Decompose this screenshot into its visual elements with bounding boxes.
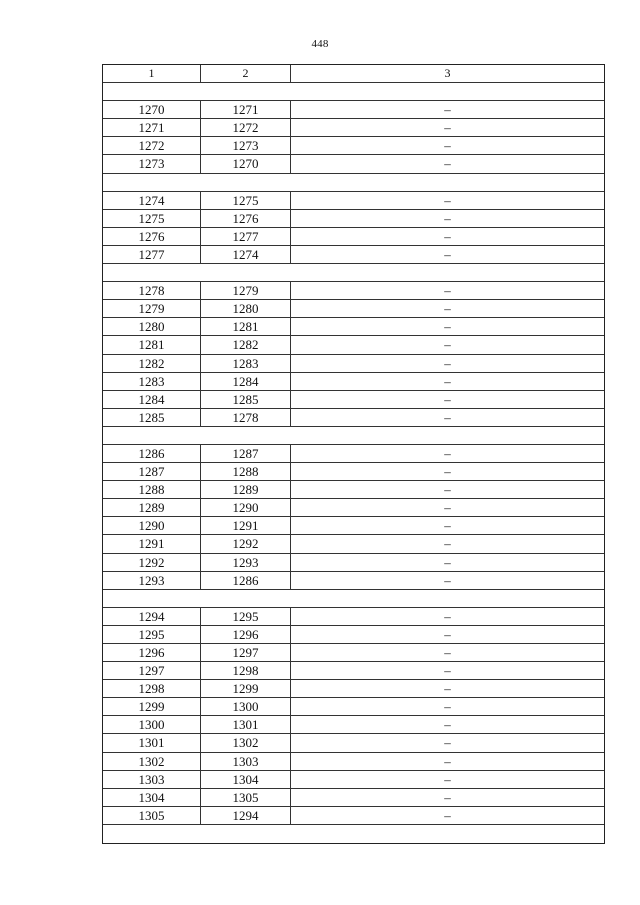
table-cell-col-1: 1288 xyxy=(103,481,201,498)
table-cell-col-2: 1279 xyxy=(201,282,291,299)
table-row xyxy=(103,155,604,173)
table-cell-col-3: – xyxy=(444,572,451,588)
group-separator-row xyxy=(103,83,604,101)
table-cell-col-1: 1296 xyxy=(103,644,201,661)
table-row xyxy=(103,137,604,155)
table-row xyxy=(103,246,604,264)
table-cell-col-3: – xyxy=(444,120,451,136)
table-cell-col-3: – xyxy=(444,246,451,262)
table-cell-col-2: 1284 xyxy=(201,373,291,390)
table-header-row xyxy=(103,65,604,83)
table-cell-col-2: 1285 xyxy=(201,391,291,408)
table-cell-col-2: 1283 xyxy=(201,355,291,372)
table-cell-col-3: – xyxy=(444,735,451,751)
table-cell-col-3: – xyxy=(444,228,451,244)
table-row xyxy=(103,698,604,716)
table-cell-col-2: 1277 xyxy=(201,228,291,245)
table-cell-col-2: 1299 xyxy=(201,680,291,697)
table-cell-col-3: – xyxy=(444,210,451,226)
table-cell-col-1: 1301 xyxy=(103,734,201,751)
table-row xyxy=(103,101,604,119)
table-cell-col-2: 1274 xyxy=(201,246,291,263)
table-cell-col-3: – xyxy=(444,626,451,642)
table-row xyxy=(103,391,604,409)
column-header-3: 3 xyxy=(444,66,451,80)
page-number: 448 xyxy=(311,38,329,50)
table-row xyxy=(103,499,604,517)
table-cell-col-2: 1300 xyxy=(201,698,291,715)
table-cell-col-3: – xyxy=(444,771,451,787)
table-cell-col-2: 1292 xyxy=(201,535,291,552)
table-cell-col-2: 1281 xyxy=(201,318,291,335)
table-row xyxy=(103,517,604,535)
table-cell-col-1: 1305 xyxy=(103,807,201,824)
column-header-1: 1 xyxy=(103,65,201,82)
table-row xyxy=(103,734,604,752)
table-cell-col-2: 1276 xyxy=(201,210,291,227)
table-cell-col-2: 1293 xyxy=(201,554,291,571)
table-cell-col-3: – xyxy=(444,536,451,552)
group-separator-cell xyxy=(103,264,604,281)
table-row xyxy=(103,409,604,427)
table-row xyxy=(103,626,604,644)
table-cell-col-2: 1304 xyxy=(201,771,291,788)
table-cell-col-1: 1300 xyxy=(103,716,201,733)
table-row xyxy=(103,300,604,318)
table-cell-col-3: – xyxy=(444,373,451,389)
table-cell-col-2: 1298 xyxy=(201,662,291,679)
table-cell-col-3: – xyxy=(444,301,451,317)
group-separator-cell xyxy=(103,590,604,607)
table-cell-col-2: 1270 xyxy=(201,155,291,172)
table-row xyxy=(103,355,604,373)
group-separator-cell xyxy=(103,83,604,100)
table-cell-col-2: 1297 xyxy=(201,644,291,661)
data-table xyxy=(102,64,605,844)
table-cell-col-1: 1273 xyxy=(103,155,201,172)
table-cell-col-1: 1294 xyxy=(103,608,201,625)
table-cell-col-1: 1280 xyxy=(103,318,201,335)
table-cell-col-3: – xyxy=(444,355,451,371)
table-cell-col-1: 1277 xyxy=(103,246,201,263)
table-cell-col-1: 1281 xyxy=(103,336,201,353)
table-cell-col-2: 1288 xyxy=(201,463,291,480)
table-cell-col-2: 1302 xyxy=(201,734,291,751)
table-row xyxy=(103,716,604,734)
table-cell-col-3: – xyxy=(444,482,451,498)
table-cell-col-2: 1290 xyxy=(201,499,291,516)
table-cell-col-3: – xyxy=(444,500,451,516)
table-cell-col-1: 1291 xyxy=(103,535,201,552)
table-cell-col-3: – xyxy=(444,391,451,407)
table-cell-col-1: 1285 xyxy=(103,409,201,426)
table-cell-col-3: – xyxy=(444,102,451,118)
table-row xyxy=(103,789,604,807)
table-cell-col-2: 1294 xyxy=(201,807,291,824)
group-separator-row xyxy=(103,590,604,608)
table-cell-col-3: – xyxy=(444,319,451,335)
table-cell-col-3: – xyxy=(444,554,451,570)
table-row xyxy=(103,282,604,300)
table-row xyxy=(103,192,604,210)
table-cell-col-2: 1303 xyxy=(201,753,291,770)
table-cell-col-1: 1303 xyxy=(103,771,201,788)
table-row xyxy=(103,535,604,553)
table-cell-col-3: – xyxy=(444,663,451,679)
table-cell-col-2: 1287 xyxy=(201,445,291,462)
table-row xyxy=(103,228,604,246)
group-separator-row xyxy=(103,264,604,282)
table-cell-col-3: – xyxy=(444,445,451,461)
table-cell-col-2: 1282 xyxy=(201,336,291,353)
table-cell-col-1: 1287 xyxy=(103,463,201,480)
table-cell-col-1: 1275 xyxy=(103,210,201,227)
table-cell-col-3: – xyxy=(444,192,451,208)
table-cell-col-3: – xyxy=(444,608,451,624)
table-row xyxy=(103,554,604,572)
table-cell-col-2: 1305 xyxy=(201,789,291,806)
table-row xyxy=(103,373,604,391)
table-cell-col-1: 1299 xyxy=(103,698,201,715)
table-cell-col-2: 1295 xyxy=(201,608,291,625)
table-row xyxy=(103,753,604,771)
table-row xyxy=(103,445,604,463)
table-cell-col-2: 1296 xyxy=(201,626,291,643)
table-cell-col-3: – xyxy=(444,464,451,480)
table-cell-col-2: 1271 xyxy=(201,101,291,118)
table-row xyxy=(103,572,604,590)
table-cell-col-1: 1271 xyxy=(103,119,201,136)
table-cell-col-3: – xyxy=(444,409,451,425)
table-cell-col-2: 1280 xyxy=(201,300,291,317)
table-row xyxy=(103,608,604,626)
table-cell-col-3: – xyxy=(444,681,451,697)
table-row xyxy=(103,119,604,137)
table-cell-col-1: 1290 xyxy=(103,517,201,534)
table-cell-col-2: 1289 xyxy=(201,481,291,498)
group-separator-cell xyxy=(103,174,604,191)
table-cell-col-3: – xyxy=(444,699,451,715)
table-row xyxy=(103,771,604,789)
table-cell-col-1: 1298 xyxy=(103,680,201,697)
table-cell-col-2: 1272 xyxy=(201,119,291,136)
table-cell-col-3: – xyxy=(444,156,451,172)
table-cell-col-3: – xyxy=(444,138,451,154)
table-cell-col-3: – xyxy=(444,807,451,823)
table-cell-col-1: 1304 xyxy=(103,789,201,806)
table-cell-col-1: 1282 xyxy=(103,355,201,372)
table-row xyxy=(103,680,604,698)
table-cell-col-1: 1284 xyxy=(103,391,201,408)
table-cell-col-3: – xyxy=(444,753,451,769)
table-cell-col-1: 1274 xyxy=(103,192,201,209)
table-cell-col-1: 1278 xyxy=(103,282,201,299)
table-row xyxy=(103,644,604,662)
table-cell-col-1: 1297 xyxy=(103,662,201,679)
table-row xyxy=(103,463,604,481)
table-cell-col-1: 1292 xyxy=(103,554,201,571)
table-cell-col-2: 1278 xyxy=(201,409,291,426)
group-separator-cell xyxy=(103,825,604,843)
table-cell-col-3: – xyxy=(444,789,451,805)
table-cell-col-1: 1289 xyxy=(103,499,201,516)
table-cell-col-2: 1273 xyxy=(201,137,291,154)
table-cell-col-1: 1295 xyxy=(103,626,201,643)
table-row xyxy=(103,210,604,228)
table-cell-col-2: 1301 xyxy=(201,716,291,733)
table-cell-col-1: 1302 xyxy=(103,753,201,770)
table-cell-col-1: 1276 xyxy=(103,228,201,245)
table-cell-col-1: 1283 xyxy=(103,373,201,390)
group-separator-cell xyxy=(103,427,604,444)
table-cell-col-1: 1286 xyxy=(103,445,201,462)
group-separator-row xyxy=(103,427,604,445)
group-separator-row xyxy=(103,174,604,192)
table-cell-col-1: 1272 xyxy=(103,137,201,154)
table-cell-col-3: – xyxy=(444,283,451,299)
table-row xyxy=(103,662,604,680)
table-cell-col-2: 1275 xyxy=(201,192,291,209)
table-row xyxy=(103,481,604,499)
table-cell-col-2: 1291 xyxy=(201,517,291,534)
table-cell-col-1: 1279 xyxy=(103,300,201,317)
table-cell-col-1: 1293 xyxy=(103,572,201,589)
group-separator-row xyxy=(103,825,604,843)
table-cell-col-3: – xyxy=(444,337,451,353)
table-cell-col-3: – xyxy=(444,645,451,660)
table-cell-col-3: – xyxy=(444,717,451,733)
table-cell-col-3: – xyxy=(444,518,451,534)
column-header-2: 2 xyxy=(201,65,291,82)
table-cell-col-2: 1286 xyxy=(201,572,291,589)
table-cell-col-1: 1270 xyxy=(103,101,201,118)
table-row xyxy=(103,807,604,825)
table-row xyxy=(103,318,604,336)
table-row xyxy=(103,336,604,354)
